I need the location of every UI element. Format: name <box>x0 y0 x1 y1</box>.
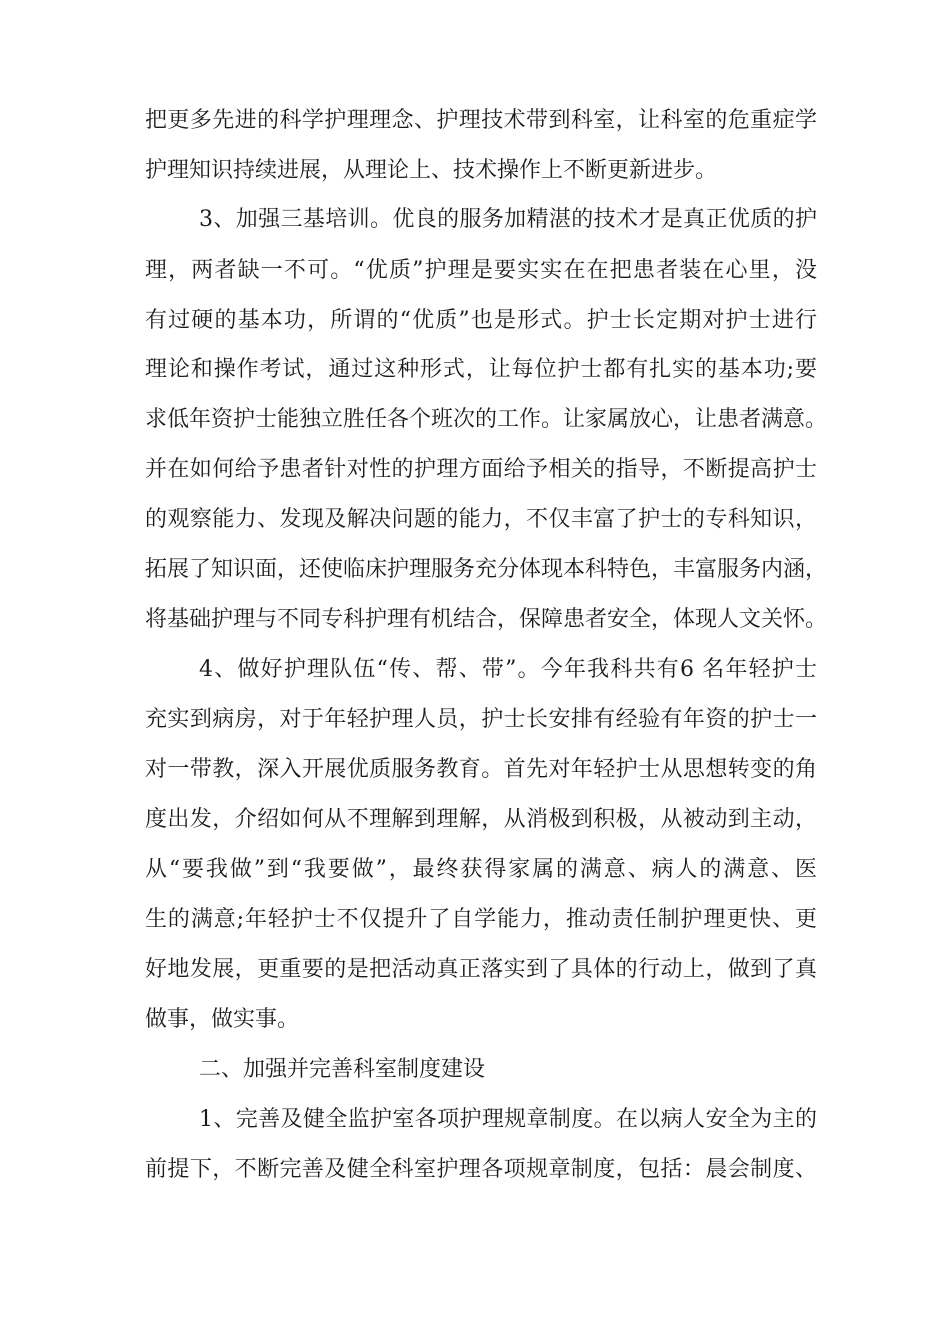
text-line: 度出发，介绍如何从不理解到理解，从消极到积极，从被动到主动， <box>145 807 817 832</box>
text-line: 生的满意;年轻护士不仅提升了自学能力，推动责任制护理更快、更 <box>145 907 817 932</box>
text-line: 充实到病房，对于年轻护理人员，护士长安排有经验有年资的护士一 <box>145 707 817 732</box>
text-line: 从“要我做”到“我要做”，最终获得家属的满意、病人的满意、医 <box>145 857 817 882</box>
text-line: 3、加强三基培训。优良的服务加精湛的技术才是真正优质的护 <box>199 207 817 232</box>
text-line: 并在如何给予患者针对性的护理方面给予相关的指导，不断提高护士 <box>145 457 817 482</box>
text-line: 的观察能力、发现及解决问题的能力，不仅丰富了护士的专科知识， <box>145 507 817 532</box>
text-line: 4、做好护理队伍“传、帮、带”。今年我科共有6 名年轻护士 <box>199 657 817 682</box>
text-line: 把更多先进的科学护理理念、护理技术带到科室，让科室的危重症学 <box>145 108 817 133</box>
text-line: 将基础护理与不同专科护理有机结合，保障患者安全，体现人文关怀。 <box>145 607 828 632</box>
text-line: 求低年资护士能独立胜任各个班次的工作。让家属放心，让患者满意。 <box>145 407 828 432</box>
text-line: 前提下，不断完善及健全科室护理各项规章制度，包括：晨会制度、 <box>145 1157 817 1182</box>
text-line: 理，两者缺一不可。“优质”护理是要实实在在把患者装在心里，没 <box>145 258 817 283</box>
text-line: 护理知识持续进展，从理论上、技术操作上不断更新进步。 <box>145 158 718 183</box>
text-line: 做事，做实事。 <box>145 1007 300 1032</box>
text-line: 理论和操作考试，通过这种形式，让每位护士都有扎实的基本功;要 <box>145 357 817 382</box>
text-line: 对一带教，深入开展优质服务教育。首先对年轻护士从思想转变的角 <box>145 757 817 782</box>
text-line: 1、完善及健全监护室各项护理规章制度。在以病人安全为主的 <box>199 1107 817 1132</box>
section-heading: 二、加强并完善科室制度建设 <box>199 1057 486 1082</box>
text-line: 拓展了知识面，还使临床护理服务充分体现本科特色，丰富服务内涵， <box>145 557 828 582</box>
text-line: 有过硬的基本功，所谓的“优质”也是形式。护士长定期对护士进行 <box>145 308 817 333</box>
text-line: 好地发展，更重要的是把活动真正落实到了具体的行动上，做到了真 <box>145 957 817 982</box>
